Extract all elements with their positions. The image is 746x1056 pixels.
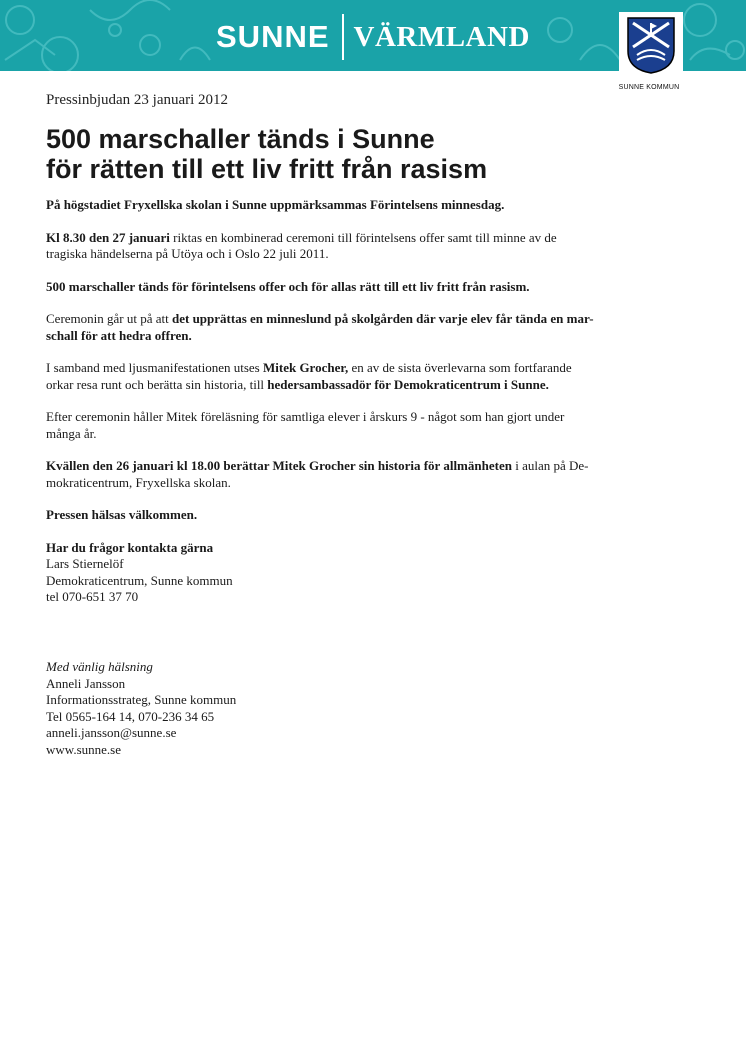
- crest-caption: SUNNE KOMMUN: [618, 84, 680, 91]
- brand-varmland: VÄRMLAND: [353, 20, 530, 53]
- contact-heading: Har du frågor kontakta gärna: [46, 539, 214, 555]
- paragraph-8: [46, 507, 636, 524]
- paragraph-7-bold: Kvällen den 26 januari kl 18.00 berättar Mitek Grocher sin historia för allmänheten: [46, 458, 512, 473]
- paragraph-6-text: Efter ceremonin håller Mitek föreläsning för samtliga elever i årskurs 9 - något som han gjort under: [46, 409, 565, 424]
- paragraph-3-text: 500 marschaller tänds för förintelsens offer och för allas rätt till ett liv fritt från rasism.: [46, 278, 530, 294]
- paragraph-6-text-2: många år.: [46, 425, 97, 441]
- person-name: Mitek Grocher,: [262, 360, 349, 375]
- coat-of-arms: [619, 12, 683, 80]
- paragraph-5-text-2: en av de sista överlevarna som fortfarande: [348, 360, 572, 375]
- paragraph-5-text: I samband med ljusmanifestationen utses: [46, 360, 263, 375]
- paragraph-3: [46, 279, 636, 296]
- paragraph-1: [46, 197, 636, 214]
- paragraph-4-text: Ceremonin går ut på att: [46, 311, 172, 326]
- signature-website[interactable]: www.sunne.se: [46, 741, 121, 757]
- contact-org: Demokraticentrum, Sunne kommun: [46, 572, 233, 588]
- headline-line-2: för rätten till ett liv fritt från rasism: [46, 154, 488, 184]
- paragraph-2-text-2: tragiska händelserna på Utöya och i Oslo 22 juli 2011.: [46, 246, 329, 261]
- paragraph-6: [46, 409, 636, 442]
- brand-logo: [216, 14, 530, 60]
- paragraph-7-text: i aulan på De-: [511, 458, 589, 473]
- paragraph-4-bold-2: schall för att hedra offren.: [46, 327, 192, 343]
- brand-divider: [342, 14, 344, 60]
- press-welcome: Pressen hälsas välkommen.: [46, 507, 198, 522]
- signature-block: [46, 659, 236, 758]
- dateline: Pressinbjudan 23 januari 2012: [46, 92, 229, 108]
- paragraph-7: [46, 458, 636, 491]
- headline: [46, 124, 487, 184]
- paragraph-5-text-3: orkar resa runt och berätta sin historia, till: [46, 376, 268, 392]
- article-body: [46, 197, 636, 606]
- brand-sunne: SUNNE: [216, 19, 330, 54]
- contact-block: [46, 540, 636, 606]
- contact-name: Lars Stiernelöf: [46, 556, 124, 571]
- crest-icon: [625, 15, 677, 75]
- signature-name: Anneli Jansson: [46, 675, 126, 691]
- paragraph-2-text: riktas en kombinerad ceremoni till förintelsens offer samt till minne av de: [169, 229, 557, 245]
- time-date: Kl 8.30 den 27 januari: [46, 229, 170, 245]
- paragraph-4-bold: det upprättas en minneslund på skolgården där varje elev får tända en mar-: [172, 311, 594, 326]
- contact-phone: tel 070-651 37 70: [46, 589, 139, 604]
- paragraph-2: [46, 230, 636, 263]
- paragraph-7-text-2: mokraticentrum, Fryxellska skolan.: [46, 474, 231, 490]
- signature-title: Informationsstrateg, Sunne kommun: [46, 692, 237, 707]
- paragraph-5: [46, 360, 636, 393]
- lead-text: På högstadiet Fryxellska skolan i Sunne uppmärksammas Förintelsens minnesdag.: [46, 197, 505, 212]
- paragraph-4: [46, 311, 636, 344]
- signature-phone: Tel 0565-164 14, 070-236 34 65: [46, 708, 215, 724]
- signature-greeting: Med vänlig hälsning: [46, 659, 153, 674]
- headline-line-1: 500 marschaller tänds i Sunne: [46, 124, 435, 154]
- signature-email[interactable]: anneli.jansson@sunne.se: [46, 725, 177, 740]
- paragraph-5-bold: hedersambassadör för Demokraticentrum i Sunne.: [267, 376, 549, 392]
